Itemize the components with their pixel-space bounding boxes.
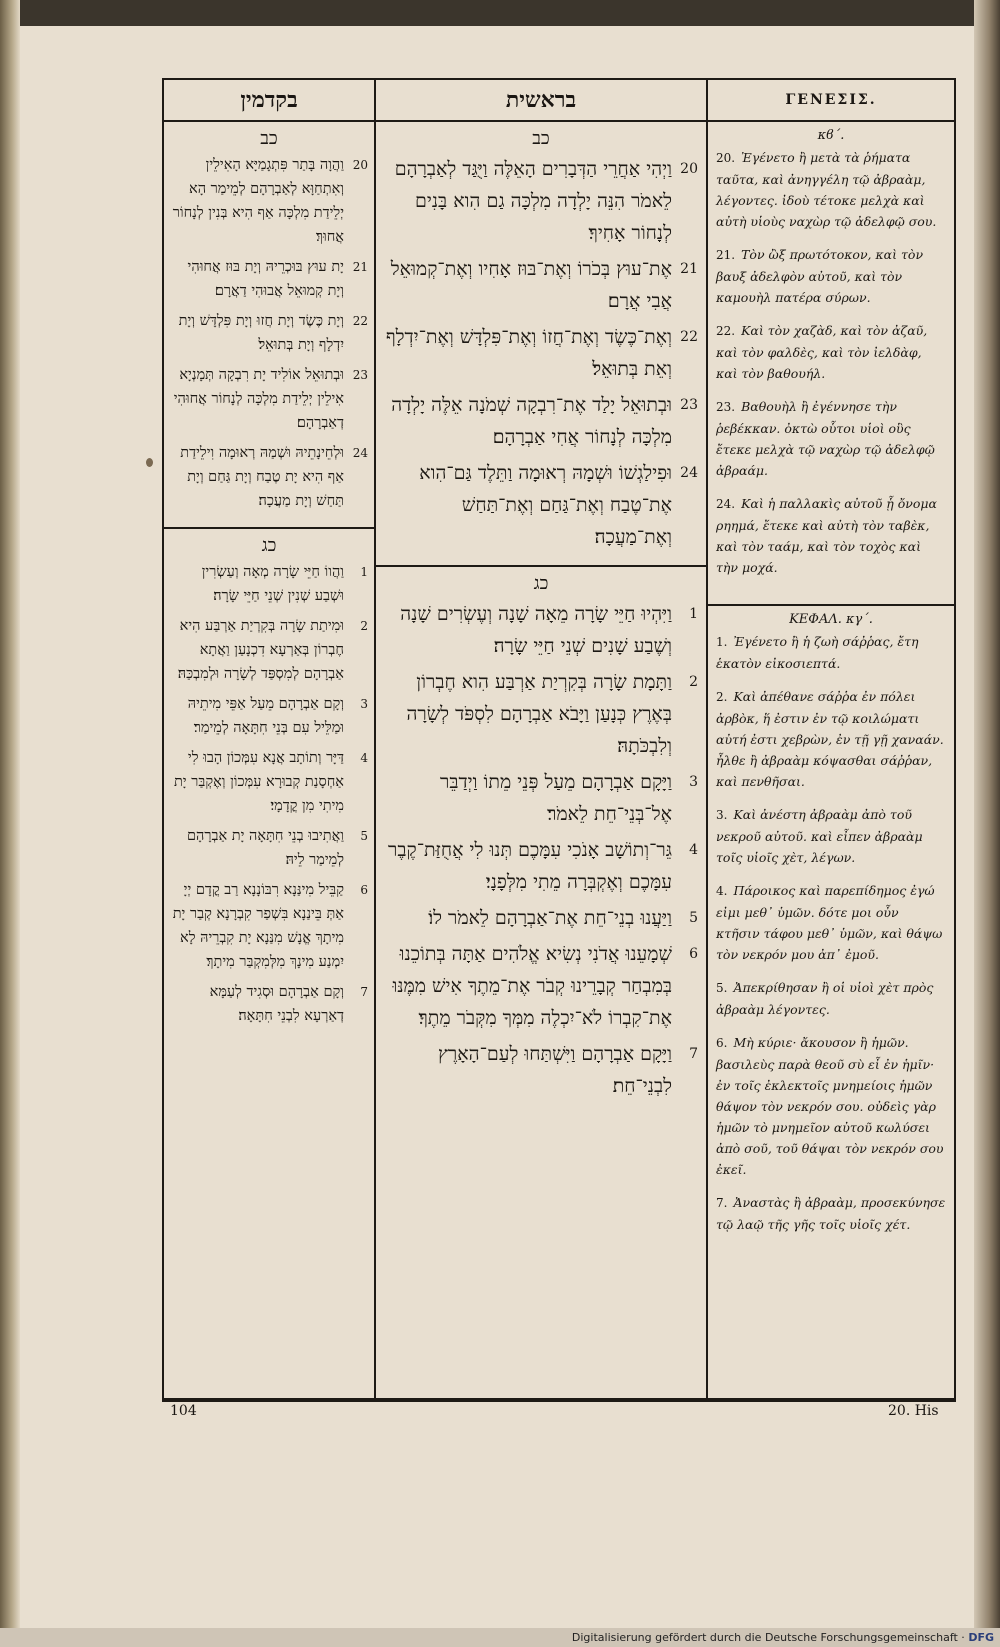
verse-text: וְקָם אַבְרָהָם וּסְגִיד לְעַמָּא דְאַרְעָא לִבְנֵי חִתָּאָה׃ xyxy=(209,984,344,1024)
verse xyxy=(708,320,954,396)
verse-text: Καὶ ἀπέθανε σάῤῥα ἐν πόλει ἀρβὸκ, ἥ ἐστιν ἐν τῷ κοιλώματι αὐτή ἐστι χεβρὼν, ἐν τῇ γῇ χαναάν. ἦλθε ἢ ἀβραὰμ κόψασθαι σάῤῥαν, καὶ πενθῆσαι. xyxy=(716,689,944,789)
verse-number: 3 xyxy=(689,774,698,790)
verse-text: וְאֶת־כֶּשֶׂד וְאֶת־חֲזוֹ וְאֶת־פִּלְדָּשׁ וְאֶת־יִדְלָף וְאֵת בְּתוּאֵל׃ xyxy=(385,326,672,380)
verse-text: וַהֲווֹ חַיֵּי שָׂרָה מְאָה וְעַשְׂרִין וּשְׁבַע שְׁנִין שְׁנֵי חַיֵּי שָׂרָה׃ xyxy=(201,564,344,604)
aramaic-verses-ch22 xyxy=(164,153,374,519)
verse xyxy=(708,1192,954,1247)
verse-text: Καὶ ἀνέστη ἀβραὰμ ἀπὸ τοῦ νεκροῦ αὐτοῦ. καὶ εἶπεν ἀβραὰμ τοῖς υἱοῖς χὲτ, λέγων. xyxy=(716,807,923,865)
verse-number: 23 xyxy=(352,368,368,382)
verse-text: וּלְחֵינָתֵיהּ וּשְׁמַהּ רְאוּמָה וִילֵידַת אַף הִיא יָת טֶבַח וְיָת גַּחַם וְיָת תַּחַשׁ וְיָת מַעֲכָה׃ xyxy=(180,445,344,509)
verse-text: קַבֵּיל מִינַּנָא רִבּוֹנָנָא רַב קֳדָם יְיָ אַתְּ בֵּינַנָא בִּשְׁפַר קִבְרָנָא קְבַר יָת מִיתָךְ אֱנָשׁ מִנַּנָא יָת קִבְרֵיהּ לָא יִמְנַע מִינָךְ מִלְּמִקְבַּר מִיתָךְ׃ xyxy=(172,882,344,970)
verse xyxy=(164,153,374,255)
aramaic-chapter-23: כג xyxy=(261,535,277,556)
verse-text: דַּיָּר וְתוֹתָב אֲנָא עִמְּכוֹן הָבוּ לִי אַחְסָנַת קְבוּרָא עִמְּכוֹן וְאֶקְבַּר יָת מִיתִי מִן קֳדָמָי׃ xyxy=(173,750,344,814)
verse xyxy=(164,363,374,441)
book-fore-edge xyxy=(974,0,1000,1647)
verse-number: 5. xyxy=(716,981,728,995)
verse-number: 1 xyxy=(689,606,698,622)
verse xyxy=(376,1038,706,1106)
verse-text: Ἐγένετο ἢ μετὰ τὰ ῥήματα ταῦτα, καὶ ἀνηγγέλη τῷ ἀβραὰμ, λέγοντες. ἰδοὺ τέτοκε μελχὰ καὶ αὐτὴ υἱοὺς ναχὼρ τῷ ἀδελφῷ σου. xyxy=(716,150,937,229)
verse-text: וַאֲתִיבוּ בְנֵי חִתָּאָה יָת אַבְרָהָם לְמֵימַר לֵיהּ׃ xyxy=(186,828,344,868)
verse-text: יָת עוּץ בּוּכְרֵיהּ וְיָת בּוּז אֲחוּהִי וְיָת קְמוּאֵל אֲבוּהִי דַאֲרָם׃ xyxy=(187,259,344,299)
verse-number: 2 xyxy=(689,674,698,690)
verse-number: 22. xyxy=(716,324,736,338)
verse xyxy=(376,253,706,321)
verse-number: 5 xyxy=(360,829,368,843)
verse xyxy=(708,396,954,493)
page-bottom-rule xyxy=(162,1400,956,1402)
dfg-logo: DFG xyxy=(968,1631,994,1644)
polyglot-frame xyxy=(162,78,956,1400)
verse xyxy=(164,746,374,824)
greek-verses-ch22 xyxy=(708,147,954,590)
verse-number: 2 xyxy=(360,619,368,633)
page-number: 104 xyxy=(170,1403,197,1419)
verse-number: 4 xyxy=(689,842,698,858)
verse-text: Ἀναστὰς ἢ ἀβραὰμ, προσεκύνησε τῷ λαῷ τῆς γῆς τοῖς υἱοῖς χέτ. xyxy=(716,1195,946,1232)
verse-text: וַתָּמָת שָׂרָה בְּקִרְיַת אַרְבַּע הִוא חֶבְרוֹן בְּאֶרֶץ כְּנָעַן וַיָּבֹא אַבְרָהָם לִסְפֹּד לְשָׂרָה וְלִבְכֹּתָהּ׃ xyxy=(406,671,672,757)
verse xyxy=(164,980,374,1034)
book-spine-edge xyxy=(0,0,20,1647)
verse-text: גֵּר־וְתוֹשָׁב אָנֹכִי עִמָּכֶם תְּנוּ לִי אֲחֻזַּת־קֶבֶר עִמָּכֶם וְאֶקְבְּרָה מֵתִי מִלְּפָנָי׃ xyxy=(388,839,672,893)
greek-header: ΓΕΝΕΣΙΣ. xyxy=(708,80,954,122)
hebrew-header: בראשית xyxy=(376,80,706,122)
aramaic-column xyxy=(164,80,374,1398)
verse-text: וְקָם אַבְרָהָם מֵעַל אַפֵּי מִיתֵיהּ וּמַלֵּיל עִם בְּנֵי חִתָּאָה לְמֵימַר׃ xyxy=(187,696,344,736)
verse-text: Καὶ τὸν χαζὰδ, καὶ τὸν ἀζαῦ, καὶ τὸν φαλδὲς, καὶ τὸν ἰελδὰφ, καὶ τὸν βαθουήλ. xyxy=(716,323,928,381)
chapter-divider xyxy=(708,604,954,606)
verse-number: 20 xyxy=(680,161,698,177)
verse-number: 21 xyxy=(680,261,698,277)
verse-number: 23. xyxy=(716,400,736,414)
verse xyxy=(708,631,954,686)
verse xyxy=(164,309,374,363)
verse xyxy=(708,977,954,1032)
verse-text: Τὸν ὢξ πρωτότοκον, καὶ τὸν βαυξ ἀδελφὸν αὐτοῦ, καὶ τὸν καμουὴλ πατέρα σύρων. xyxy=(716,247,924,305)
verse xyxy=(164,692,374,746)
verse-number: 24 xyxy=(352,446,368,460)
greek-chapter-23: ΚΕΦΑΛ. κγ΄. xyxy=(789,612,873,627)
verse-number: 1. xyxy=(716,635,728,649)
verse-number: 21 xyxy=(352,260,368,274)
verse xyxy=(164,824,374,878)
greek-chapter-22: κϐ΄. xyxy=(817,128,845,143)
verse-text: וּבְתוּאֵל יָלַד אֶת־רִבְקָה שְׁמֹנָה אֵלֶּה יָלְדָה מִלְכָּה לְנָחוֹר אֲחִי אַבְרָהָם׃ xyxy=(391,394,672,448)
verse-text: אֶת־עוּץ בְּכֹרוֹ וְאֶת־בּוּז אָחִיו וְאֶת־קְמוּאֵל אֲבִי אֲרָם׃ xyxy=(390,258,672,312)
chapter-divider xyxy=(376,565,706,567)
digitization-credit xyxy=(572,1631,994,1644)
verse xyxy=(376,321,706,389)
verse-number: 22 xyxy=(352,314,368,328)
verse-number: 4. xyxy=(716,884,728,898)
hebrew-chapter-23: כג xyxy=(533,573,549,594)
ink-spot xyxy=(146,458,153,467)
verse-number: 4 xyxy=(360,751,368,765)
verse-number: 6 xyxy=(360,883,368,897)
credit-text: Digitalisierung gefördert durch die Deutsche Forschungsgemeinschaft · xyxy=(571,1631,965,1644)
verse-number: 23 xyxy=(680,397,698,413)
verse-number: 24. xyxy=(716,497,736,511)
verse-text: וַיְהִי אַחֲרֵי הַדְּבָרִים הָאֵלֶּה וַיֻּגַּד לְאַבְרָהָם לֵאמֹר הִנֵּה יָלְדָה מִלְכָּה גַם הִוא בָּנִים לְנָחוֹר אָחִיךָ׃ xyxy=(394,158,672,244)
hebrew-chapter-22: כב xyxy=(532,128,550,149)
verse xyxy=(376,598,706,666)
verse-text: וְיָת כֶּשֶׂד וְיָת חֲזוּ וְיָת פִּלְדָּשׁ וְיָת יִדְלָף וְיָת בְּתוּאֵל׃ xyxy=(178,313,344,353)
verse-number: 20 xyxy=(352,158,368,172)
verse xyxy=(376,389,706,457)
verse-text: Πάροικος καὶ παρεπίδημος ἐγώ εἰμι μεθ᾽ ὑμῶν. δότε μοι οὖν κτῆσιν τάφου μεθ᾽ ὑμῶν, καὶ θάψω τὸν νεκρόν μου ἀπ᾽ ἐμοῦ. xyxy=(716,883,943,962)
hebrew-verses-ch22 xyxy=(376,153,706,557)
verse-text: Ἐγένετο ἢ ἡ ζωὴ σάῤῥας, ἔτη ἑκατὸν εἰκοσιεπτά. xyxy=(716,634,919,671)
verse xyxy=(708,1032,954,1192)
verse-text: Καὶ ἡ παλλακὶς αὐτοῦ ᾗ ὄνομα ρηημά, ἔτεκε καὶ αὐτὴ τὸν ταβὲκ, καὶ τὸν ταάμ, καὶ τὸν τοχὸς καὶ τὴν μοχά. xyxy=(716,496,937,575)
verse xyxy=(164,878,374,980)
aramaic-verses-ch23 xyxy=(164,560,374,1034)
verse xyxy=(708,804,954,880)
aramaic-header: בקדמין xyxy=(164,80,374,122)
verse xyxy=(708,880,954,977)
verse xyxy=(376,666,706,766)
hebrew-verses-ch23 xyxy=(376,598,706,1106)
verse-text: וַיַּעֲנוּ בְנֵי־חֵת אֶת־אַבְרָהָם לֵאמֹר לוֹ׃ xyxy=(428,907,672,929)
greek-verses-ch23 xyxy=(708,631,954,1247)
verse-text: Βαθουὴλ ἢ ἐγέννησε τὴν ῥεβέκκαν. ὀκτὼ οὗτοι υἱοὶ οὓς ἔτεκε μελχὰ τῷ ναχὼρ τῷ ἀδελφῷ ἀβραάμ. xyxy=(716,399,935,478)
verse-number: 21. xyxy=(716,248,736,262)
verse xyxy=(708,244,954,320)
verse xyxy=(708,493,954,590)
verse-text: שְׁמָעֵנוּ אֲדֹנִי נְשִׂיא אֱלֹהִים אַתָּה בְּתוֹכֵנוּ בְּמִבְחַר קְבָרֵינוּ קְבֹר אֶת־מֵתֶךָ אִישׁ מִמֶּנּוּ אֶת־קִבְרוֹ לֹא־יִכְלֶה מִמְּךָ מִקְּבֹר מֵתֶךָ׃ xyxy=(392,943,672,1029)
verse-text: וַיָּקָם אַבְרָהָם מֵעַל פְּנֵי מֵתוֹ וַיְדַבֵּר אֶל־בְּנֵי־חֵת לֵאמֹר׃ xyxy=(440,771,672,825)
verse-number: 6 xyxy=(689,946,698,962)
verse xyxy=(376,834,706,902)
verse-text: וּמִיתַת שָׂרָה בְּקִרְיַת אַרְבַּע הִיא חֶבְרוֹן בְּאַרְעָא דִכְנָעַן וַאֲתָא אַבְרָהָם לְמִסְפַּד לְשָׂרָה וּלְמִבְכַּהּ׃ xyxy=(177,618,344,682)
verse-number: 2. xyxy=(716,690,728,704)
verse-number: 20. xyxy=(716,151,736,165)
book-top-edge xyxy=(0,0,1000,26)
verse-number: 7. xyxy=(716,1196,728,1210)
verse-text: וּפִילַגְשׁוֹ וּשְׁמָהּ רְאוּמָה וַתֵּלֶד גַּם־הִוא אֶת־טֶבַח וְאֶת־גַּחַם וְאֶת־תַּחַשׁ וְאֶת־מַעֲכָה׃ xyxy=(419,462,672,548)
verse-text: Ἀπεκρίθησαν ἢ οἱ υἱοὶ χὲτ πρὸς ἀβραὰμ λέγοντες. xyxy=(716,980,934,1017)
verse xyxy=(164,560,374,614)
verse-text: וּבְתוּאֵל אוֹלִיד יָת רִבְקָה תְּמָנְיָא אִילֵין יְלֵידַת מִלְכָּה לְנָחוֹר אֲחוּהִי דְאַבְרָהָם׃ xyxy=(173,367,344,431)
verse-text: Μὴ κύριε· ἄκουσον ἢ ἡμῶν. βασιλεὺς παρὰ θεοῦ σὺ εἶ ἐν ἡμῖν· ἐν τοῖς ἐκλεκτοῖς μνημείοις ἡμῶν θάψον τὸν νεκρόν σου. οὐδεὶς γὰρ ἡμῶν τὸ μνημεῖον αὐτοῦ κωλύσει ἀπὸ σοῦ, τοῦ θάψαι τὸν νεκρόν σου ἐκεῖ. xyxy=(716,1035,944,1177)
verse xyxy=(708,686,954,804)
verse xyxy=(376,153,706,253)
verse xyxy=(376,766,706,834)
aramaic-chapter-22: כב xyxy=(260,128,278,149)
chapter-divider xyxy=(164,527,374,529)
verse-text: וַיִּהְיוּ חַיֵּי שָׂרָה מֵאָה שָׁנָה וְעֶשְׂרִים שָׁנָה וְשֶׁבַע שָׁנִים שְׁנֵי חַיֵּי שָׂרָה׃ xyxy=(400,603,672,657)
verse-text: וַהֲוָה בָּתַר פִּתְגָמַיָּא הָאִילֵין וְאִתְחַוָּא לְאַבְרָהָם לְמֵימַר הָא יְלֵידַת מִלְכָּה אַף הִיא בְּנִין לְנָחוֹר אֲחוּךְ׃ xyxy=(172,157,344,245)
verse-text: וַיָּקָם אַבְרָהָם וַיִּשְׁתַּחוּ לְעַם־הָאָרֶץ לִבְנֵי־חֵת׃ xyxy=(438,1043,672,1097)
verse-number: 24 xyxy=(680,465,698,481)
verse xyxy=(164,441,374,519)
verse-number: 5 xyxy=(689,910,698,926)
verse-number: 3. xyxy=(716,808,728,822)
verse-number: 22 xyxy=(680,329,698,345)
verse-number: 3 xyxy=(360,697,368,711)
greek-column xyxy=(708,80,954,1398)
verse xyxy=(164,614,374,692)
verse xyxy=(376,457,706,557)
verse-number: 7 xyxy=(689,1046,698,1062)
verse-number: 7 xyxy=(360,985,368,999)
verse-number: 6. xyxy=(716,1036,728,1050)
verse xyxy=(376,938,706,1038)
verse xyxy=(708,147,954,244)
verse xyxy=(376,902,706,938)
hebrew-column xyxy=(376,80,706,1398)
catchword: 20. His xyxy=(888,1403,939,1419)
verse-number: 1 xyxy=(360,565,368,579)
verse xyxy=(164,255,374,309)
